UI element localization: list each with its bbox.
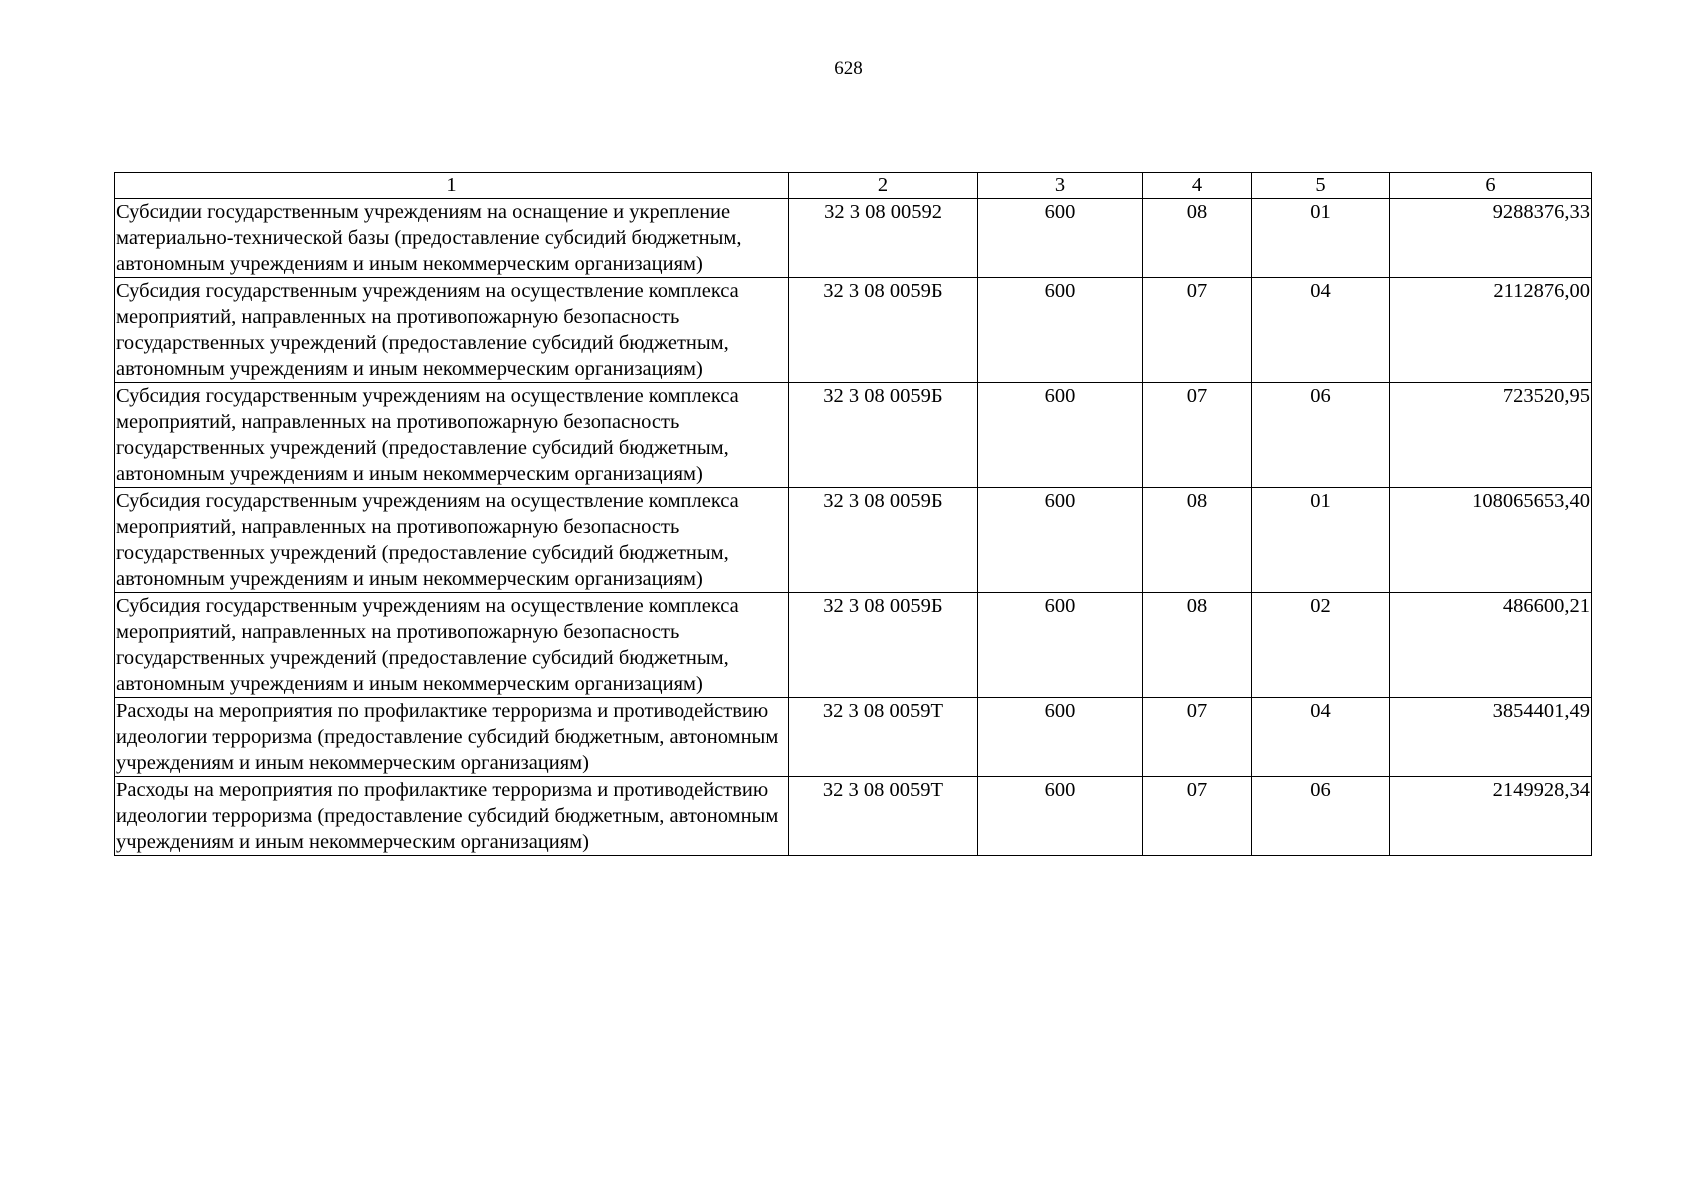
- table-row: [115, 488, 1592, 593]
- row-code: 32 3 08 00592: [789, 199, 978, 278]
- row-description: Субсидия государственным учреждениям на осуществление комплекса мероприятий, направленных на противопожарную безопасность государственных учреждений (предоставление субсидий бюджетным, автономным учреждениям и иным некоммерческим организациям): [115, 278, 789, 383]
- row-subsection: 01: [1252, 488, 1390, 593]
- column-header: 6: [1390, 173, 1592, 199]
- row-description: Субсидии государственным учреждениям на оснащение и укрепление материально-технической базы (предоставление субсидий бюджетным, автономным учреждениям и иным некоммерческим организациям): [115, 199, 789, 278]
- row-subsection: 01: [1252, 199, 1390, 278]
- row-section: 07: [1143, 777, 1252, 856]
- row-section: 07: [1143, 383, 1252, 488]
- table-row: [115, 278, 1592, 383]
- row-type: 600: [978, 593, 1143, 698]
- row-amount: 108065653,40: [1390, 488, 1592, 593]
- row-code: 32 3 08 0059Б: [789, 488, 978, 593]
- row-section: 08: [1143, 199, 1252, 278]
- table-row: [115, 698, 1592, 777]
- row-subsection: 04: [1252, 698, 1390, 777]
- row-description: Расходы на мероприятия по профилактике терроризма и противодействию идеологии терроризма (предоставление субсидий бюджетным, автономным учреждениям и иным некоммерческим организациям): [115, 777, 789, 856]
- row-type: 600: [978, 777, 1143, 856]
- row-description: Расходы на мероприятия по профилактике терроризма и противодействию идеологии терроризма (предоставление субсидий бюджетным, автономным учреждениям и иным некоммерческим организациям): [115, 698, 789, 777]
- column-header: 1: [115, 173, 789, 199]
- row-code: 32 3 08 0059Б: [789, 383, 978, 488]
- row-amount: 3854401,49: [1390, 698, 1592, 777]
- row-code: 32 3 08 0059Б: [789, 278, 978, 383]
- budget-table: [114, 172, 1592, 856]
- row-type: 600: [978, 199, 1143, 278]
- row-type: 600: [978, 488, 1143, 593]
- row-amount: 486600,21: [1390, 593, 1592, 698]
- column-header: 4: [1143, 173, 1252, 199]
- row-type: 600: [978, 278, 1143, 383]
- row-subsection: 06: [1252, 383, 1390, 488]
- table-row: [115, 383, 1592, 488]
- row-section: 08: [1143, 593, 1252, 698]
- row-amount: 2149928,34: [1390, 777, 1592, 856]
- row-section: 07: [1143, 698, 1252, 777]
- row-subsection: 04: [1252, 278, 1390, 383]
- row-code: 32 3 08 0059Б: [789, 593, 978, 698]
- row-code: 32 3 08 0059Т: [789, 777, 978, 856]
- row-amount: 9288376,33: [1390, 199, 1592, 278]
- table-row: [115, 593, 1592, 698]
- row-section: 08: [1143, 488, 1252, 593]
- table-row: [115, 777, 1592, 856]
- row-subsection: 06: [1252, 777, 1390, 856]
- row-description: Субсидия государственным учреждениям на осуществление комплекса мероприятий, направленных на противопожарную безопасность государственных учреждений (предоставление субсидий бюджетным, автономным учреждениям и иным некоммерческим организациям): [115, 593, 789, 698]
- row-type: 600: [978, 698, 1143, 777]
- row-description: Субсидия государственным учреждениям на осуществление комплекса мероприятий, направленных на противопожарную безопасность государственных учреждений (предоставление субсидий бюджетным, автономным учреждениям и иным некоммерческим организациям): [115, 383, 789, 488]
- row-description: Субсидия государственным учреждениям на осуществление комплекса мероприятий, направленных на противопожарную безопасность государственных учреждений (предоставление субсидий бюджетным, автономным учреждениям и иным некоммерческим организациям): [115, 488, 789, 593]
- column-header: 3: [978, 173, 1143, 199]
- row-section: 07: [1143, 278, 1252, 383]
- row-code: 32 3 08 0059Т: [789, 698, 978, 777]
- row-amount: 723520,95: [1390, 383, 1592, 488]
- page-number: 628: [834, 58, 863, 79]
- column-header: 2: [789, 173, 978, 199]
- table-header-row: [115, 173, 1592, 199]
- table-row: [115, 199, 1592, 278]
- row-subsection: 02: [1252, 593, 1390, 698]
- row-type: 600: [978, 383, 1143, 488]
- row-amount: 2112876,00: [1390, 278, 1592, 383]
- column-header: 5: [1252, 173, 1390, 199]
